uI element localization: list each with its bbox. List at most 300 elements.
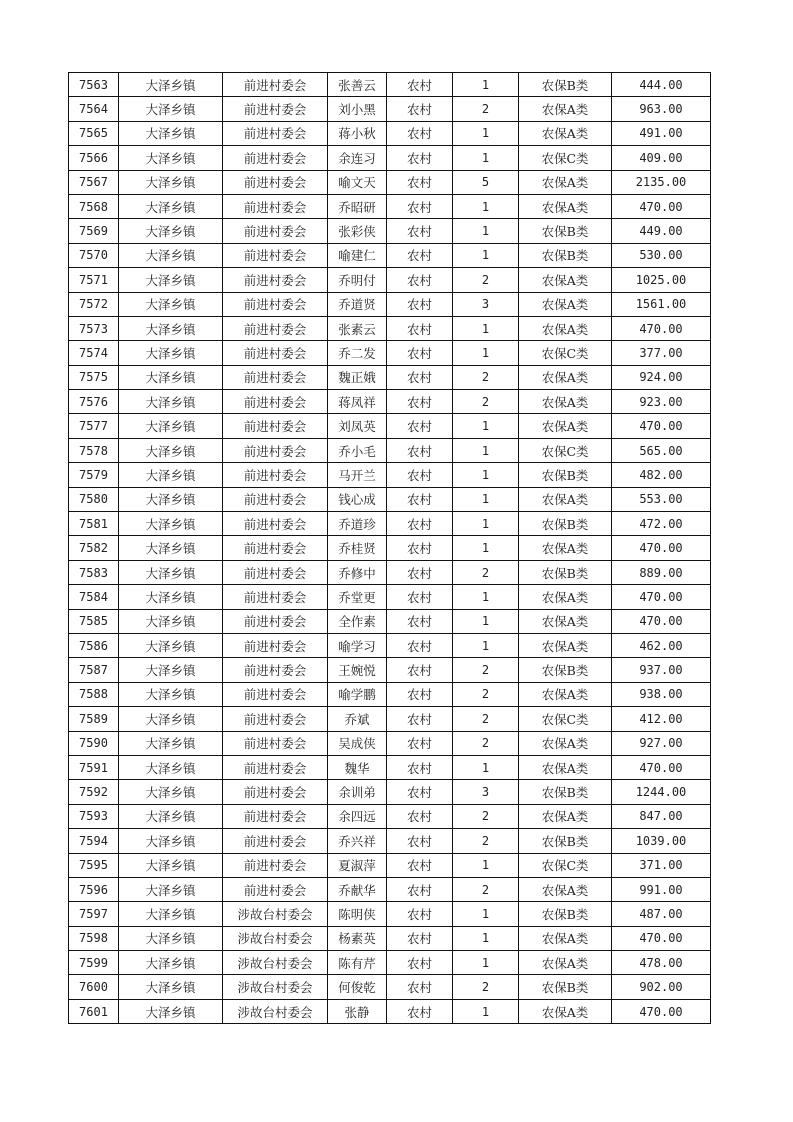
row-number-cell: 7577 — [69, 414, 119, 438]
household-size-cell: 2 — [453, 268, 519, 292]
row-number-cell: 7599 — [69, 951, 119, 975]
table-row — [69, 707, 711, 731]
amount-cell: 377.00 — [612, 341, 711, 365]
table-row — [69, 536, 711, 560]
township-cell: 大泽乡镇 — [119, 609, 223, 633]
person-name-cell: 乔道贤 — [328, 292, 387, 316]
village-committee-cell: 前进村委会 — [223, 755, 328, 779]
village-committee-cell: 前进村委会 — [223, 390, 328, 414]
household-type-cell: 农村 — [387, 121, 453, 145]
table-row — [69, 438, 711, 462]
insurance-category-cell: 农保B类 — [519, 243, 612, 267]
township-cell: 大泽乡镇 — [119, 243, 223, 267]
row-number-cell: 7583 — [69, 560, 119, 584]
insurance-category-cell: 农保A类 — [519, 170, 612, 194]
household-type-cell: 农村 — [387, 609, 453, 633]
village-committee-cell: 前进村委会 — [223, 487, 328, 511]
township-cell: 大泽乡镇 — [119, 902, 223, 926]
township-cell: 大泽乡镇 — [119, 926, 223, 950]
insurance-category-cell: 农保B类 — [519, 219, 612, 243]
row-number-cell: 7566 — [69, 146, 119, 170]
household-type-cell: 农村 — [387, 780, 453, 804]
person-name-cell: 喻学鹏 — [328, 682, 387, 706]
township-cell: 大泽乡镇 — [119, 121, 223, 145]
person-name-cell: 夏淑萍 — [328, 853, 387, 877]
insurance-category-cell: 农保A类 — [519, 268, 612, 292]
village-committee-cell: 前进村委会 — [223, 414, 328, 438]
table-row — [69, 829, 711, 853]
row-number-cell: 7572 — [69, 292, 119, 316]
household-type-cell: 农村 — [387, 170, 453, 194]
township-cell: 大泽乡镇 — [119, 268, 223, 292]
household-type-cell: 农村 — [387, 316, 453, 340]
amount-cell: 553.00 — [612, 487, 711, 511]
person-name-cell: 陈明侠 — [328, 902, 387, 926]
village-committee-cell: 前进村委会 — [223, 341, 328, 365]
household-size-cell: 2 — [453, 975, 519, 999]
person-name-cell: 乔斌 — [328, 707, 387, 731]
amount-cell: 1025.00 — [612, 268, 711, 292]
household-type-cell: 农村 — [387, 633, 453, 657]
amount-cell: 491.00 — [612, 121, 711, 145]
person-name-cell: 乔小毛 — [328, 438, 387, 462]
township-cell: 大泽乡镇 — [119, 73, 223, 97]
household-size-cell: 1 — [453, 194, 519, 218]
household-size-cell: 2 — [453, 804, 519, 828]
township-cell: 大泽乡镇 — [119, 194, 223, 218]
row-number-cell: 7600 — [69, 975, 119, 999]
household-size-cell: 5 — [453, 170, 519, 194]
household-type-cell: 农村 — [387, 585, 453, 609]
township-cell: 大泽乡镇 — [119, 365, 223, 389]
township-cell: 大泽乡镇 — [119, 170, 223, 194]
village-committee-cell: 前进村委会 — [223, 731, 328, 755]
amount-cell: 371.00 — [612, 853, 711, 877]
village-committee-cell: 涉故台村委会 — [223, 951, 328, 975]
household-size-cell: 1 — [453, 316, 519, 340]
person-name-cell: 喻学习 — [328, 633, 387, 657]
household-size-cell: 2 — [453, 731, 519, 755]
village-committee-cell: 前进村委会 — [223, 633, 328, 657]
table-row — [69, 780, 711, 804]
household-size-cell: 1 — [453, 926, 519, 950]
row-number-cell: 7567 — [69, 170, 119, 194]
table-row — [69, 316, 711, 340]
amount-cell: 889.00 — [612, 560, 711, 584]
township-cell: 大泽乡镇 — [119, 999, 223, 1023]
table-row — [69, 341, 711, 365]
person-name-cell: 魏华 — [328, 755, 387, 779]
person-name-cell: 刘凤英 — [328, 414, 387, 438]
amount-cell: 482.00 — [612, 463, 711, 487]
insurance-category-cell: 农保A类 — [519, 804, 612, 828]
village-committee-cell: 前进村委会 — [223, 194, 328, 218]
amount-cell: 1561.00 — [612, 292, 711, 316]
household-type-cell: 农村 — [387, 292, 453, 316]
insurance-category-cell: 农保A类 — [519, 414, 612, 438]
amount-cell: 444.00 — [612, 73, 711, 97]
household-type-cell: 农村 — [387, 731, 453, 755]
village-committee-cell: 前进村委会 — [223, 585, 328, 609]
household-type-cell: 农村 — [387, 463, 453, 487]
insurance-category-cell: 农保A类 — [519, 536, 612, 560]
row-number-cell: 7579 — [69, 463, 119, 487]
person-name-cell: 蒋小秋 — [328, 121, 387, 145]
table-row — [69, 365, 711, 389]
amount-cell: 937.00 — [612, 658, 711, 682]
household-size-cell: 1 — [453, 487, 519, 511]
village-committee-cell: 涉故台村委会 — [223, 926, 328, 950]
household-type-cell: 农村 — [387, 999, 453, 1023]
village-committee-cell: 前进村委会 — [223, 877, 328, 901]
insurance-category-cell: 农保C类 — [519, 853, 612, 877]
household-size-cell: 2 — [453, 829, 519, 853]
amount-cell: 470.00 — [612, 999, 711, 1023]
village-committee-cell: 前进村委会 — [223, 853, 328, 877]
row-number-cell: 7593 — [69, 804, 119, 828]
insurance-category-cell: 农保A类 — [519, 390, 612, 414]
township-cell: 大泽乡镇 — [119, 829, 223, 853]
household-size-cell: 1 — [453, 121, 519, 145]
table-row — [69, 463, 711, 487]
township-cell: 大泽乡镇 — [119, 780, 223, 804]
person-name-cell: 刘小黑 — [328, 97, 387, 121]
row-number-cell: 7587 — [69, 658, 119, 682]
household-size-cell: 1 — [453, 243, 519, 267]
household-size-cell: 3 — [453, 292, 519, 316]
table-row — [69, 999, 711, 1023]
household-size-cell: 3 — [453, 780, 519, 804]
township-cell: 大泽乡镇 — [119, 219, 223, 243]
township-cell: 大泽乡镇 — [119, 414, 223, 438]
row-number-cell: 7588 — [69, 682, 119, 706]
insurance-category-cell: 农保A类 — [519, 633, 612, 657]
person-name-cell: 王婉悦 — [328, 658, 387, 682]
table-row — [69, 512, 711, 536]
household-type-cell: 农村 — [387, 268, 453, 292]
household-size-cell: 1 — [453, 146, 519, 170]
village-committee-cell: 前进村委会 — [223, 121, 328, 145]
person-name-cell: 吴成侠 — [328, 731, 387, 755]
household-size-cell: 1 — [453, 438, 519, 462]
amount-cell: 923.00 — [612, 390, 711, 414]
village-committee-cell: 前进村委会 — [223, 707, 328, 731]
person-name-cell: 喻建仁 — [328, 243, 387, 267]
village-committee-cell: 前进村委会 — [223, 536, 328, 560]
household-type-cell: 农村 — [387, 487, 453, 511]
row-number-cell: 7574 — [69, 341, 119, 365]
insurance-category-cell: 农保A类 — [519, 194, 612, 218]
table-row — [69, 121, 711, 145]
table-row — [69, 975, 711, 999]
row-number-cell: 7582 — [69, 536, 119, 560]
household-size-cell: 2 — [453, 97, 519, 121]
person-name-cell: 余四远 — [328, 804, 387, 828]
household-type-cell: 农村 — [387, 536, 453, 560]
insurance-category-cell: 农保A类 — [519, 877, 612, 901]
row-number-cell: 7601 — [69, 999, 119, 1023]
household-size-cell: 1 — [453, 951, 519, 975]
insurance-category-cell: 农保B类 — [519, 512, 612, 536]
table-row — [69, 731, 711, 755]
amount-cell: 924.00 — [612, 365, 711, 389]
household-type-cell: 农村 — [387, 146, 453, 170]
person-name-cell: 乔修中 — [328, 560, 387, 584]
household-type-cell: 农村 — [387, 414, 453, 438]
row-number-cell: 7586 — [69, 633, 119, 657]
household-size-cell: 2 — [453, 365, 519, 389]
household-size-cell: 2 — [453, 707, 519, 731]
village-committee-cell: 前进村委会 — [223, 804, 328, 828]
household-size-cell: 2 — [453, 658, 519, 682]
person-name-cell: 乔献华 — [328, 877, 387, 901]
township-cell: 大泽乡镇 — [119, 804, 223, 828]
village-committee-cell: 涉故台村委会 — [223, 975, 328, 999]
insurance-category-cell: 农保A类 — [519, 731, 612, 755]
table-row — [69, 633, 711, 657]
table-row — [69, 585, 711, 609]
village-committee-cell: 前进村委会 — [223, 292, 328, 316]
row-number-cell: 7595 — [69, 853, 119, 877]
household-size-cell: 1 — [453, 463, 519, 487]
insurance-category-cell: 农保C类 — [519, 707, 612, 731]
household-size-cell: 1 — [453, 902, 519, 926]
row-number-cell: 7580 — [69, 487, 119, 511]
person-name-cell: 张静 — [328, 999, 387, 1023]
township-cell: 大泽乡镇 — [119, 341, 223, 365]
insurance-category-cell: 农保B类 — [519, 73, 612, 97]
village-committee-cell: 前进村委会 — [223, 780, 328, 804]
amount-cell: 530.00 — [612, 243, 711, 267]
village-committee-cell: 前进村委会 — [223, 170, 328, 194]
table-row — [69, 268, 711, 292]
table-row — [69, 560, 711, 584]
insurance-category-cell: 农保A类 — [519, 316, 612, 340]
township-cell: 大泽乡镇 — [119, 292, 223, 316]
township-cell: 大泽乡镇 — [119, 146, 223, 170]
household-size-cell: 2 — [453, 390, 519, 414]
row-number-cell: 7578 — [69, 438, 119, 462]
person-name-cell: 钱心成 — [328, 487, 387, 511]
household-size-cell: 1 — [453, 633, 519, 657]
insurance-category-cell: 农保B类 — [519, 975, 612, 999]
household-size-cell: 1 — [453, 585, 519, 609]
amount-cell: 1039.00 — [612, 829, 711, 853]
person-name-cell: 喻文天 — [328, 170, 387, 194]
person-name-cell: 何俊乾 — [328, 975, 387, 999]
household-type-cell: 农村 — [387, 194, 453, 218]
row-number-cell: 7565 — [69, 121, 119, 145]
row-number-cell: 7591 — [69, 755, 119, 779]
insurance-category-cell: 农保B类 — [519, 780, 612, 804]
person-name-cell: 乔昭研 — [328, 194, 387, 218]
household-type-cell: 农村 — [387, 853, 453, 877]
insurance-category-cell: 农保B类 — [519, 560, 612, 584]
township-cell: 大泽乡镇 — [119, 853, 223, 877]
table-row — [69, 877, 711, 901]
household-size-cell: 1 — [453, 609, 519, 633]
household-size-cell: 1 — [453, 999, 519, 1023]
insurance-category-cell: 农保A类 — [519, 609, 612, 633]
village-committee-cell: 前进村委会 — [223, 219, 328, 243]
person-name-cell: 魏正娥 — [328, 365, 387, 389]
amount-cell: 938.00 — [612, 682, 711, 706]
table-row — [69, 292, 711, 316]
person-name-cell: 马开兰 — [328, 463, 387, 487]
township-cell: 大泽乡镇 — [119, 633, 223, 657]
row-number-cell: 7584 — [69, 585, 119, 609]
row-number-cell: 7585 — [69, 609, 119, 633]
insurance-category-cell: 农保B类 — [519, 829, 612, 853]
household-type-cell: 农村 — [387, 877, 453, 901]
household-type-cell: 农村 — [387, 951, 453, 975]
township-cell: 大泽乡镇 — [119, 390, 223, 414]
table-row — [69, 951, 711, 975]
household-size-cell: 1 — [453, 73, 519, 97]
household-type-cell: 农村 — [387, 926, 453, 950]
insurance-category-cell: 农保A类 — [519, 121, 612, 145]
village-committee-cell: 前进村委会 — [223, 268, 328, 292]
insurance-category-cell: 农保C类 — [519, 438, 612, 462]
amount-cell: 902.00 — [612, 975, 711, 999]
household-type-cell: 农村 — [387, 975, 453, 999]
amount-cell: 409.00 — [612, 146, 711, 170]
table-body — [69, 73, 711, 1024]
village-committee-cell: 前进村委会 — [223, 512, 328, 536]
township-cell: 大泽乡镇 — [119, 463, 223, 487]
household-size-cell: 1 — [453, 512, 519, 536]
insurance-category-cell: 农保A类 — [519, 585, 612, 609]
household-size-cell: 1 — [453, 536, 519, 560]
household-type-cell: 农村 — [387, 682, 453, 706]
household-type-cell: 农村 — [387, 243, 453, 267]
household-type-cell: 农村 — [387, 658, 453, 682]
person-name-cell: 张素云 — [328, 316, 387, 340]
village-committee-cell: 前进村委会 — [223, 609, 328, 633]
village-committee-cell: 前进村委会 — [223, 243, 328, 267]
table-row — [69, 609, 711, 633]
household-size-cell: 1 — [453, 219, 519, 243]
insurance-category-cell: 农保A类 — [519, 926, 612, 950]
table-row — [69, 755, 711, 779]
insurance-category-cell: 农保B类 — [519, 658, 612, 682]
person-name-cell: 全作素 — [328, 609, 387, 633]
amount-cell: 847.00 — [612, 804, 711, 828]
amount-cell: 927.00 — [612, 731, 711, 755]
township-cell: 大泽乡镇 — [119, 658, 223, 682]
row-number-cell: 7563 — [69, 73, 119, 97]
row-number-cell: 7596 — [69, 877, 119, 901]
amount-cell: 449.00 — [612, 219, 711, 243]
amount-cell: 470.00 — [612, 194, 711, 218]
table-row — [69, 804, 711, 828]
row-number-cell: 7568 — [69, 194, 119, 218]
row-number-cell: 7598 — [69, 926, 119, 950]
row-number-cell: 7571 — [69, 268, 119, 292]
insurance-category-cell: 农保C类 — [519, 341, 612, 365]
person-name-cell: 张彩侠 — [328, 219, 387, 243]
person-name-cell: 余训弟 — [328, 780, 387, 804]
village-committee-cell: 前进村委会 — [223, 97, 328, 121]
township-cell: 大泽乡镇 — [119, 951, 223, 975]
table-row — [69, 487, 711, 511]
row-number-cell: 7573 — [69, 316, 119, 340]
insurance-category-cell: 农保A类 — [519, 97, 612, 121]
township-cell: 大泽乡镇 — [119, 707, 223, 731]
township-cell: 大泽乡镇 — [119, 512, 223, 536]
amount-cell: 470.00 — [612, 536, 711, 560]
table-row — [69, 926, 711, 950]
insurance-category-cell: 农保C类 — [519, 146, 612, 170]
amount-cell: 478.00 — [612, 951, 711, 975]
amount-cell: 2135.00 — [612, 170, 711, 194]
row-number-cell: 7597 — [69, 902, 119, 926]
insurance-category-cell: 农保A类 — [519, 999, 612, 1023]
household-size-cell: 1 — [453, 341, 519, 365]
household-type-cell: 农村 — [387, 73, 453, 97]
table-row — [69, 194, 711, 218]
township-cell: 大泽乡镇 — [119, 97, 223, 121]
table-row — [69, 414, 711, 438]
amount-cell: 462.00 — [612, 633, 711, 657]
row-number-cell: 7564 — [69, 97, 119, 121]
table-row — [69, 146, 711, 170]
village-committee-cell: 前进村委会 — [223, 560, 328, 584]
row-number-cell: 7581 — [69, 512, 119, 536]
table-row — [69, 682, 711, 706]
person-name-cell: 蒋凤祥 — [328, 390, 387, 414]
table-row — [69, 170, 711, 194]
row-number-cell: 7589 — [69, 707, 119, 731]
insurance-category-cell: 农保B类 — [519, 902, 612, 926]
township-cell: 大泽乡镇 — [119, 877, 223, 901]
household-type-cell: 农村 — [387, 512, 453, 536]
row-number-cell: 7594 — [69, 829, 119, 853]
village-committee-cell: 前进村委会 — [223, 658, 328, 682]
village-committee-cell: 涉故台村委会 — [223, 902, 328, 926]
household-type-cell: 农村 — [387, 829, 453, 853]
person-name-cell: 张善云 — [328, 73, 387, 97]
person-name-cell: 乔堂更 — [328, 585, 387, 609]
household-type-cell: 农村 — [387, 560, 453, 584]
amount-cell: 470.00 — [612, 755, 711, 779]
household-size-cell: 1 — [453, 414, 519, 438]
insurance-category-cell: 农保A类 — [519, 487, 612, 511]
village-committee-cell: 前进村委会 — [223, 463, 328, 487]
insurance-category-cell: 农保A类 — [519, 292, 612, 316]
village-committee-cell: 前进村委会 — [223, 73, 328, 97]
row-number-cell: 7569 — [69, 219, 119, 243]
household-size-cell: 2 — [453, 682, 519, 706]
insurance-category-cell: 农保A类 — [519, 755, 612, 779]
person-name-cell: 陈有芹 — [328, 951, 387, 975]
household-size-cell: 2 — [453, 560, 519, 584]
person-name-cell: 杨素英 — [328, 926, 387, 950]
table-row — [69, 73, 711, 97]
amount-cell: 565.00 — [612, 438, 711, 462]
row-number-cell: 7592 — [69, 780, 119, 804]
amount-cell: 963.00 — [612, 97, 711, 121]
amount-cell: 470.00 — [612, 585, 711, 609]
person-name-cell: 乔桂贤 — [328, 536, 387, 560]
household-type-cell: 农村 — [387, 902, 453, 926]
village-committee-cell: 前进村委会 — [223, 316, 328, 340]
insurance-category-cell: 农保A类 — [519, 365, 612, 389]
household-type-cell: 农村 — [387, 707, 453, 731]
amount-cell: 470.00 — [612, 609, 711, 633]
person-name-cell: 余连习 — [328, 146, 387, 170]
household-type-cell: 农村 — [387, 438, 453, 462]
